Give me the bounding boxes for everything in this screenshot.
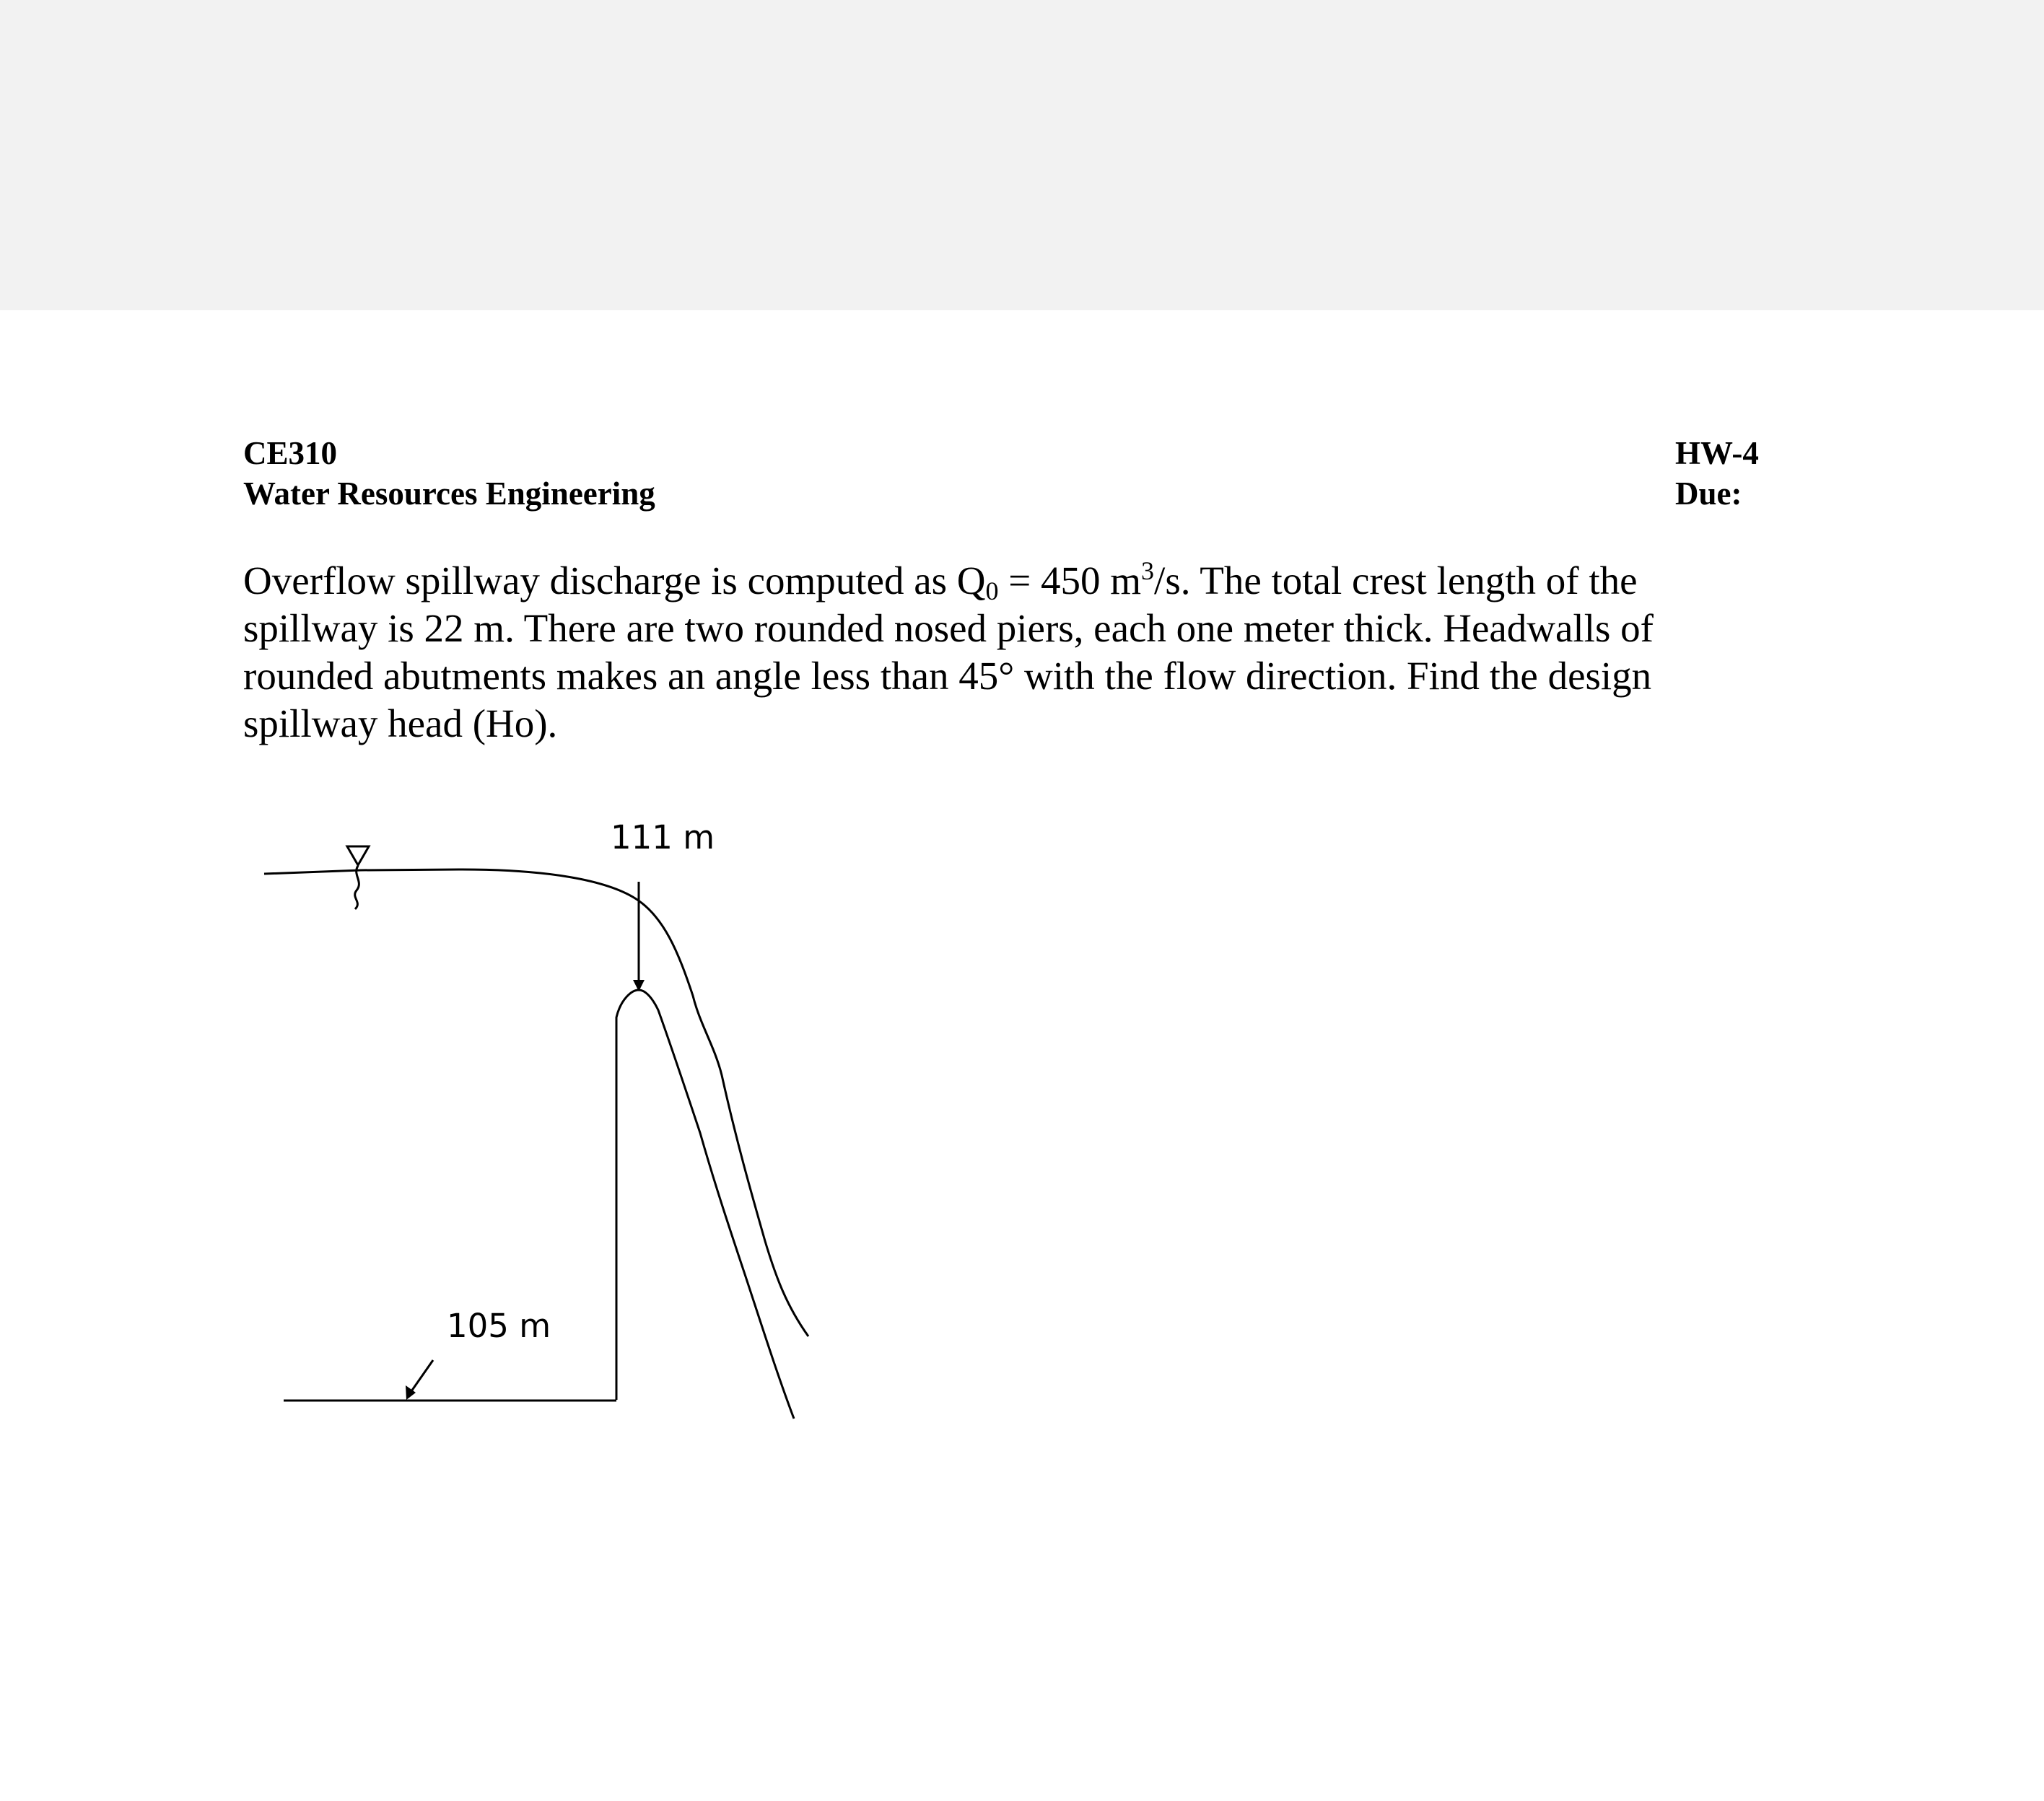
problem-text-3: /s. The total crest length of the spillway is 22 m. There are two rounded nosed piers, each one meter thick. Headwalls of rounded abutments makes an angle less than 45° with the flow direction. Find the design spillway head (Ho). (243, 558, 1654, 745)
water-surface-line (264, 869, 808, 1336)
course-code: CE310 (243, 435, 338, 471)
water-level-symbol (347, 846, 369, 865)
bed-arrow-shaft (411, 1360, 433, 1391)
problem-text-2: = 450 m (998, 558, 1142, 602)
cubic-superscript: 3 (1141, 556, 1155, 585)
bed-level-label: 105 m (447, 1307, 551, 1345)
dam-profile (616, 990, 794, 1419)
course-title: Water Resources Engineering (243, 476, 655, 512)
discharge-subscript: 0 (985, 577, 999, 605)
problem-text-1: Overflow spillway discharge is computed as Q (243, 558, 986, 602)
assignment-number: HW-4 (1675, 435, 1759, 471)
water-level-squiggle (355, 866, 359, 909)
due-label: Due: (1675, 476, 1742, 512)
water-level-label: 111 m (611, 818, 715, 856)
